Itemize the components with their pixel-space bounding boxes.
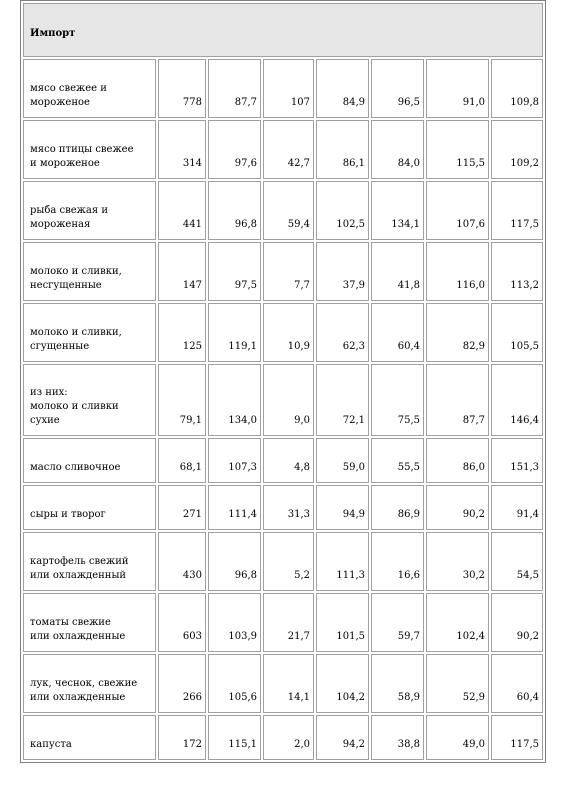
- value-cell: 107,3: [208, 438, 261, 483]
- product-name-cell: молоко и сливки, несгущенные: [23, 242, 156, 301]
- value-cell: 10,9: [263, 303, 314, 362]
- table-row: [23, 593, 543, 652]
- value-cell: 31,3: [263, 485, 314, 530]
- table-row: [23, 59, 543, 118]
- value-cell: 54,5: [491, 532, 543, 591]
- value-cell: 16,6: [371, 532, 424, 591]
- product-name-cell: рыба свежая и мороженая: [23, 181, 156, 240]
- value-cell: 96,5: [371, 59, 424, 118]
- value-cell: 105,5: [491, 303, 543, 362]
- value-cell: 778: [158, 59, 206, 118]
- value-cell: 86,0: [426, 438, 489, 483]
- value-cell: 62,3: [316, 303, 369, 362]
- value-cell: 14,1: [263, 654, 314, 713]
- value-cell: 91,0: [426, 59, 489, 118]
- value-cell: 90,2: [491, 593, 543, 652]
- value-cell: 86,1: [316, 120, 369, 179]
- table-row: [23, 303, 543, 362]
- value-cell: 59,0: [316, 438, 369, 483]
- value-cell: 97,6: [208, 120, 261, 179]
- import-table: [20, 0, 546, 763]
- value-cell: 109,8: [491, 59, 543, 118]
- value-cell: 68,1: [158, 438, 206, 483]
- value-cell: 104,2: [316, 654, 369, 713]
- value-cell: 151,3: [491, 438, 543, 483]
- value-cell: 113,2: [491, 242, 543, 301]
- value-cell: 266: [158, 654, 206, 713]
- value-cell: 101,5: [316, 593, 369, 652]
- value-cell: 4,8: [263, 438, 314, 483]
- product-name-cell: томаты свежие или охлажденные: [23, 593, 156, 652]
- value-cell: 75,5: [371, 364, 424, 436]
- table-row: [23, 242, 543, 301]
- value-cell: 59,4: [263, 181, 314, 240]
- table-row: [23, 715, 543, 760]
- value-cell: 87,7: [426, 364, 489, 436]
- value-cell: 79,1: [158, 364, 206, 436]
- value-cell: 30,2: [426, 532, 489, 591]
- value-cell: 146,4: [491, 364, 543, 436]
- table-row: [23, 438, 543, 483]
- value-cell: 94,2: [316, 715, 369, 760]
- value-cell: 111,3: [316, 532, 369, 591]
- value-cell: 58,9: [371, 654, 424, 713]
- value-cell: 21,7: [263, 593, 314, 652]
- value-cell: 115,1: [208, 715, 261, 760]
- value-cell: 117,5: [491, 181, 543, 240]
- value-cell: 94,9: [316, 485, 369, 530]
- value-cell: 82,9: [426, 303, 489, 362]
- value-cell: 107,6: [426, 181, 489, 240]
- product-name-cell: мясо птицы свежее и мороженое: [23, 120, 156, 179]
- product-name-cell: мясо свежее и мороженое: [23, 59, 156, 118]
- value-cell: 115,5: [426, 120, 489, 179]
- value-cell: 52,9: [426, 654, 489, 713]
- value-cell: 314: [158, 120, 206, 179]
- section-title: Импорт: [23, 3, 543, 57]
- value-cell: 134,1: [371, 181, 424, 240]
- table-row: [23, 532, 543, 591]
- value-cell: 116,0: [426, 242, 489, 301]
- value-cell: 37,9: [316, 242, 369, 301]
- value-cell: 90,2: [426, 485, 489, 530]
- value-cell: 38,8: [371, 715, 424, 760]
- value-cell: 147: [158, 242, 206, 301]
- value-cell: 84,9: [316, 59, 369, 118]
- value-cell: 441: [158, 181, 206, 240]
- product-name-cell: картофель свежий или охлажденный: [23, 532, 156, 591]
- value-cell: 172: [158, 715, 206, 760]
- value-cell: 9,0: [263, 364, 314, 436]
- product-name-cell: молоко и сливки, сгущенные: [23, 303, 156, 362]
- value-cell: 103,9: [208, 593, 261, 652]
- value-cell: 60,4: [371, 303, 424, 362]
- value-cell: 107: [263, 59, 314, 118]
- value-cell: 60,4: [491, 654, 543, 713]
- table-row: [23, 654, 543, 713]
- table-row: [23, 120, 543, 179]
- value-cell: 42,7: [263, 120, 314, 179]
- value-cell: 7,7: [263, 242, 314, 301]
- value-cell: 271: [158, 485, 206, 530]
- section-header-row: [23, 3, 543, 57]
- table-row: [23, 181, 543, 240]
- product-name-cell: капуста: [23, 715, 156, 760]
- product-name-cell: сыры и творог: [23, 485, 156, 530]
- value-cell: 55,5: [371, 438, 424, 483]
- value-cell: 105,6: [208, 654, 261, 713]
- value-cell: 109,2: [491, 120, 543, 179]
- value-cell: 91,4: [491, 485, 543, 530]
- product-name-cell: масло сливочное: [23, 438, 156, 483]
- value-cell: 96,8: [208, 532, 261, 591]
- table-row: [23, 485, 543, 530]
- value-cell: 49,0: [426, 715, 489, 760]
- value-cell: 5,2: [263, 532, 314, 591]
- table-row: [23, 364, 543, 436]
- value-cell: 41,8: [371, 242, 424, 301]
- value-cell: 603: [158, 593, 206, 652]
- value-cell: 97,5: [208, 242, 261, 301]
- value-cell: 102,5: [316, 181, 369, 240]
- product-name-cell: из них: молоко и сливки сухие: [23, 364, 156, 436]
- value-cell: 2,0: [263, 715, 314, 760]
- value-cell: 119,1: [208, 303, 261, 362]
- value-cell: 134,0: [208, 364, 261, 436]
- value-cell: 59,7: [371, 593, 424, 652]
- value-cell: 86,9: [371, 485, 424, 530]
- value-cell: 117,5: [491, 715, 543, 760]
- value-cell: 102,4: [426, 593, 489, 652]
- product-name-cell: лук, чеснок, свежие или охлажденные: [23, 654, 156, 713]
- value-cell: 111,4: [208, 485, 261, 530]
- value-cell: 430: [158, 532, 206, 591]
- value-cell: 87,7: [208, 59, 261, 118]
- value-cell: 84,0: [371, 120, 424, 179]
- value-cell: 96,8: [208, 181, 261, 240]
- value-cell: 72,1: [316, 364, 369, 436]
- value-cell: 125: [158, 303, 206, 362]
